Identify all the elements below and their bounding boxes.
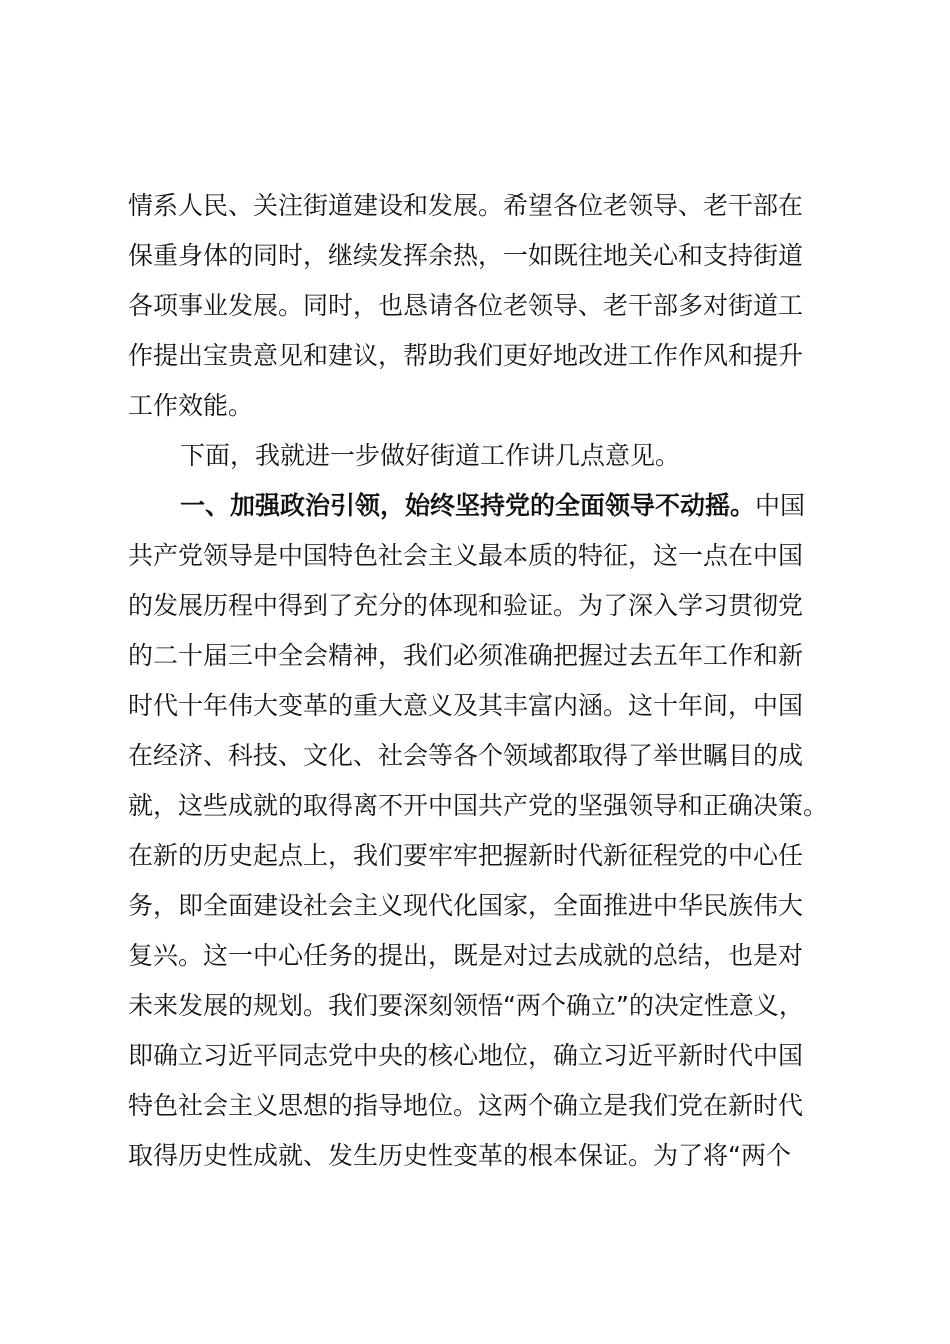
body-line: 务，即全面建设社会主义现代化国家，全面推进中华民族伟大 bbox=[128, 891, 804, 920]
body-line: 工作效能。 bbox=[128, 391, 254, 420]
section-heading-line bbox=[128, 481, 848, 531]
section-heading: 一、加强政治引领，始终坚持党的全面领导不动摇。 bbox=[180, 491, 756, 520]
body-line: 情系人民、关注街道建设和发展。希望各位老领导、老干部在 bbox=[128, 191, 804, 220]
body-line: 未来发展的规划。我们要深刻领悟“两个确立”的决定性意义， bbox=[128, 991, 804, 1020]
body-line: 在经济、科技、文化、社会等各个领域都取得了举世瞩目的成 bbox=[128, 741, 804, 770]
body-line: 特色社会主义思想的指导地位。这两个确立是我们党在新时代 bbox=[128, 1091, 804, 1120]
body-line: 取得历史性成就、发生历史性变革的根本保证。为了将“两个 bbox=[128, 1141, 791, 1170]
body-line: 作提出宝贵意见和建议，帮助我们更好地改进工作作风和提升 bbox=[128, 341, 804, 370]
body-line: 保重身体的同时，继续发挥余热，一如既往地关心和支持街道 bbox=[128, 241, 804, 270]
body-text-run: 中国 bbox=[755, 491, 806, 520]
paragraph-intro-line: 下面，我就进一步做好街道工作讲几点意见。 bbox=[180, 441, 681, 470]
body-line: 共产党领导是中国特色社会主义最本质的特征，这一点在中国 bbox=[128, 541, 804, 570]
body-line: 复兴。这一中心任务的提出，既是对过去成就的总结，也是对 bbox=[128, 941, 804, 970]
body-line: 即确立习近平同志党中央的核心地位，确立习近平新时代中国 bbox=[128, 1041, 804, 1070]
body-line: 就，这些成就的取得离不开中国共产党的坚强领导和正确决策。 bbox=[128, 791, 829, 820]
body-line: 在新的历史起点上，我们要牢牢把握新时代新征程党的中心任 bbox=[128, 841, 804, 870]
body-line: 时代十年伟大变革的重大意义及其丰富内涵。这十年间，中国 bbox=[128, 691, 804, 720]
document-body bbox=[128, 181, 848, 1181]
body-line: 各项事业发展。同时，也恳请各位老领导、老干部多对街道工 bbox=[128, 291, 804, 320]
body-line: 的发展历程中得到了充分的体现和验证。为了深入学习贯彻党 bbox=[128, 591, 804, 620]
body-line: 的二十届三中全会精神，我们必须准确把握过去五年工作和新 bbox=[128, 641, 804, 670]
